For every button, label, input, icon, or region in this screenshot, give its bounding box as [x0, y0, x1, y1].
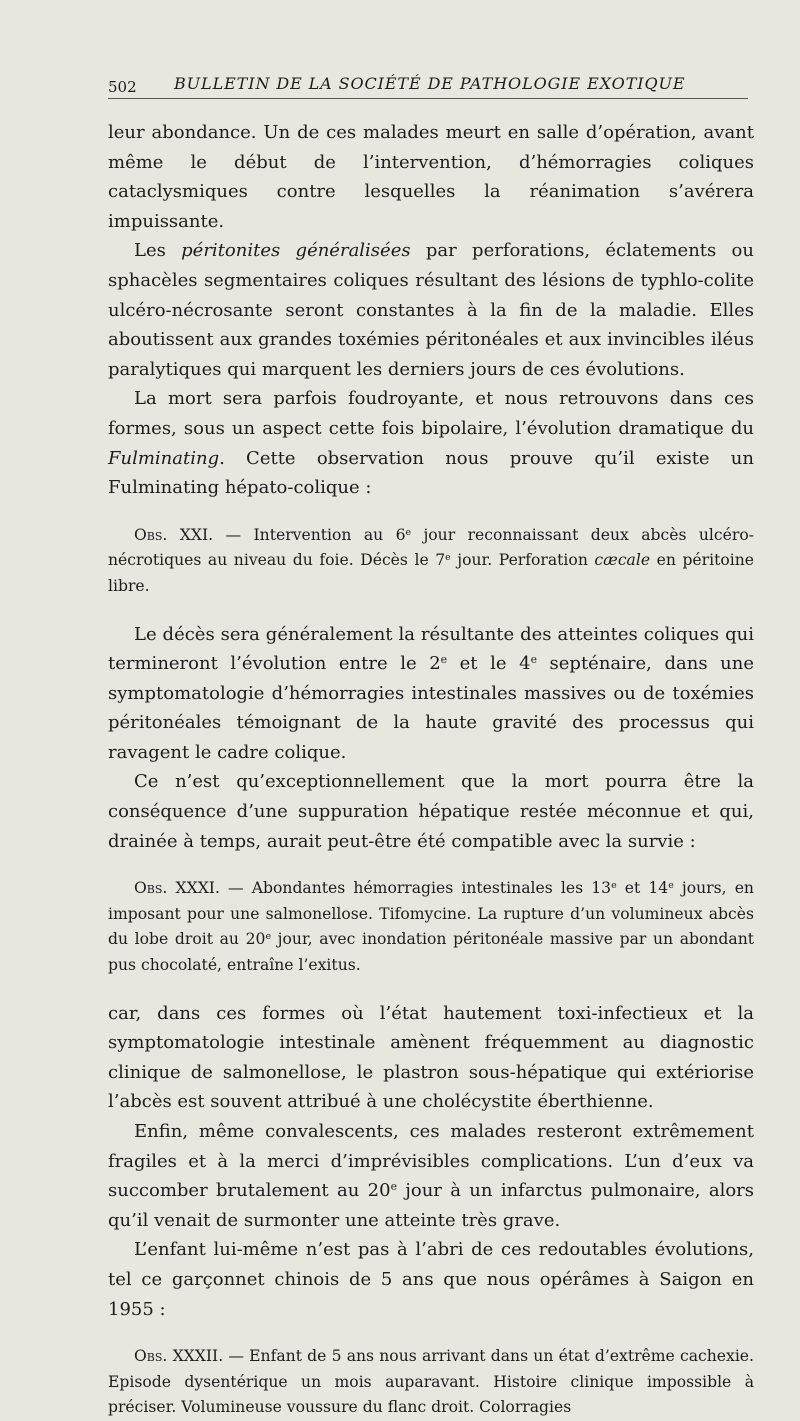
text-run: — Abondantes hémorragies intestinales les 13	[219, 879, 612, 898]
text-run: — Intervention au 6	[213, 525, 406, 544]
paragraph-1: leur abondance. Un de ces malades meurt en salle d’opération, avant même le début de l’intervention, d’hémorragies coliques cataclysmiques contre lesquelles la réanimation s’avérera impuissante.	[108, 122, 754, 232]
emphasis: péritonites généralisées	[181, 240, 411, 262]
text-run: et le 4	[447, 653, 531, 675]
observation-label: Obs. XXXII.	[134, 1347, 224, 1366]
text-run: Enfin, même convalescents, ces malades resteront extrêmement fragiles et à la merci d’imprévisibles complications. L’un d’eux va succomber brutalement au 20	[108, 1121, 754, 1202]
emphasis: cæcale	[594, 551, 651, 570]
paragraph-6: car, dans ces formes où l’état hautement toxi-infectieux et la symptomatologie intestinale amènent fréquemment au diagnostic clinique de salmonellose, le plastron sous-hépatique qui extériorise l’abcès est souvent attribué à une cholécystite éberthienne.	[108, 1002, 754, 1113]
observation-label: Obs. XXI.	[134, 525, 214, 544]
text-run: . Cette observation nous prouve qu’il existe un Fulminating hépato-colique :	[108, 447, 754, 499]
paragraph-4	[108, 620, 754, 768]
superscript: e	[440, 653, 448, 667]
running-title: BULLETIN DE LA SOCIÉTÉ DE PATHOLOGIE EXOTIQUE	[174, 74, 686, 93]
paragraph-3	[108, 384, 754, 502]
text-run: jour reconnaissant deux abcès ulcéro-nécrotiques au niveau du foie. Décès le 7	[108, 525, 754, 570]
superscript: e	[611, 880, 617, 892]
text-run: et 14	[616, 879, 669, 898]
text-run: septénaire, dans une symptomatologie d’hémorragies intestinales massives ou de toxémies péritonéales témoignant de la haute gravité des processus qui ravagent le cadre colique.	[108, 653, 754, 763]
page-body	[108, 118, 754, 1421]
text-run: jour. Perforation	[450, 551, 595, 570]
text-run: jour à un infarctus pulmonaire, alors qu’il venait de surmonter une atteinte très grave.	[108, 1180, 754, 1231]
observation-xxxi	[108, 876, 754, 978]
observation-xxxii	[108, 1344, 754, 1421]
text-run: jours, en imposant pour une salmonellose. Tifomycine. La rupture d’un volumineux abcès du lobe droit au 20	[108, 879, 754, 949]
paragraph-2	[108, 236, 754, 384]
text-run: jour, avec inondation péritonéale massive par un abondant pus chocolaté, entraîne l’exitus.	[108, 930, 755, 975]
paragraph-5: Ce n’est qu’exceptionnellement que la mort pourra être la conséquence d’une suppuration hépatique restée méconnue et qui, drainée à temps, aurait peut-être été compatible avec la survie :	[108, 771, 754, 852]
page-number: 502	[108, 78, 137, 96]
text-run: par perforations, éclatements ou sphacèles segmentaires coliques résultant des lésions de typhlo-colite ulcéro-nécrosante seront constantes à la fin de la maladie. Elles aboutissent aux grandes toxémies péritonéales et aux invincibles iléus paralytiques qui marquent les derniers jours de ces évolutions.	[108, 240, 754, 380]
text-run: Les	[134, 240, 182, 262]
page-header	[108, 74, 748, 99]
superscript: e	[405, 526, 412, 538]
text-run: Le décès sera généralement la résultante des atteintes coliques qui termineront l’évolution entre le 2	[108, 623, 754, 675]
text-run: en péritoine libre.	[108, 551, 755, 595]
superscript: e	[668, 880, 674, 892]
text-run: La mort sera parfois foudroyante, et nous retrouvons dans ces formes, sous un aspect cette fois bipolaire, l’évolution dramatique du	[108, 388, 754, 439]
observation-label: Obs. XXXI.	[134, 879, 220, 898]
observation-xxi	[108, 523, 754, 600]
superscript: e	[445, 552, 451, 564]
superscript: e	[530, 653, 537, 667]
text-run: — Enfant de 5 ans nous arrivant dans un état d’extrême cachexie. Episode dysentérique un mois auparavant. Histoire clinique impossible à préciser. Volumineuse voussure du flanc droit. Colorragies	[108, 1347, 754, 1417]
emphasis: Fulminating	[108, 447, 220, 469]
paragraph-7	[108, 1117, 754, 1235]
paragraph-8: L’enfant lui-même n’est pas à l’abri de ces redoutables évolutions, tel ce garçonnet chinois de 5 ans que nous opérâmes à Saigon en 1955 :	[108, 1239, 754, 1320]
superscript: e	[390, 1180, 397, 1194]
superscript: e	[265, 931, 272, 943]
